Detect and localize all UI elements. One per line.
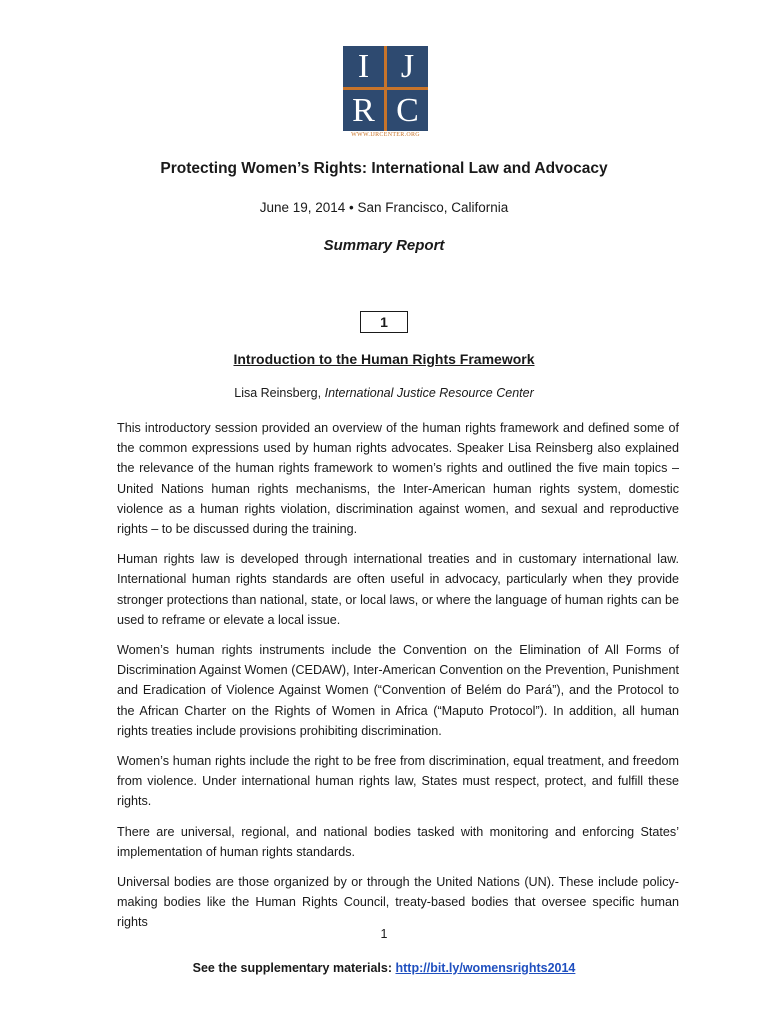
report-label: Summary Report — [323, 237, 445, 254]
footer — [0, 961, 768, 975]
logo-url: WWW.IJRCENTER.ORG — [351, 132, 420, 138]
logo-letter: R — [343, 90, 384, 131]
document-title: Protecting Women’s Rights: International Law and Advocacy — [160, 160, 608, 177]
paragraph: Women’s human rights instruments include the Convention on the Elimination of All Forms of Discrimination Against Women (CEDAW), Inter-American Convention on the Prevention, Punishment and Eradication of Violence Against Women (“Convention of Belém do Pará”), and the Protocol to the African Charter on the Rights of Women in Africa (“Maputo Protocol”). In addition, all human rights treaties include provisions prohibiting discrimination. — [117, 643, 679, 738]
date-location: June 19, 2014 • San Francisco, California — [259, 200, 509, 215]
session-number: 1 — [360, 311, 408, 333]
page-number: 1 — [380, 927, 388, 941]
logo-letter: J — [387, 46, 428, 87]
ijrc-logo — [343, 46, 428, 138]
paragraph: Human rights law is developed through international treaties and in customary international law. International human rights standards are often useful in advocacy, particularly when they provide stronger protections than national, state, or local laws, or where the language of human rights can be used to reframe or elevate a local issue. — [117, 552, 679, 627]
paragraph: Universal bodies are those organized by or through the United Nations (UN). These include policy-making bodies like the Human Rights Council, treaty-based bodies that oversee specific human rights — [117, 875, 679, 930]
section-title: Introduction to the Human Rights Framework — [233, 351, 535, 367]
paragraph: There are universal, regional, and national bodies tasked with monitoring and enforcing States’ implementation of human rights standards. — [117, 824, 679, 859]
logo-letter: I — [343, 46, 384, 87]
speaker-line: Lisa Reinsberg, International Justice Resource Center — [234, 386, 534, 400]
logo-tiles — [343, 46, 428, 131]
body-text — [117, 418, 679, 943]
speaker-name: Lisa Reinsberg — [234, 386, 318, 400]
speaker-org: International Justice Resource Center — [324, 386, 534, 400]
paragraph: This introductory session provided an overview of the human rights framework and defined some of the common expressions used by human rights advocates. Speaker Lisa Reinsberg also explained the relevance of the human rights framework to women’s rights and outlined the five main topics – United Nations human rights mechanisms, the Inter-American human rights system, domestic violence as a human rights violation, discrimination against women, and sexual and reproductive rights – to be discussed during the training. — [117, 421, 679, 537]
logo-letter: C — [387, 90, 428, 131]
paragraph: Women’s human rights include the right to be free from discrimination, equal treatment, and freedom from violence. Under international human rights law, States must respect, protect, and fulfill these rights. — [117, 754, 679, 809]
footer-text: See the supplementary materials: — [192, 961, 396, 975]
supplementary-link[interactable]: http://bit.ly/womensrights2014 — [395, 961, 576, 975]
